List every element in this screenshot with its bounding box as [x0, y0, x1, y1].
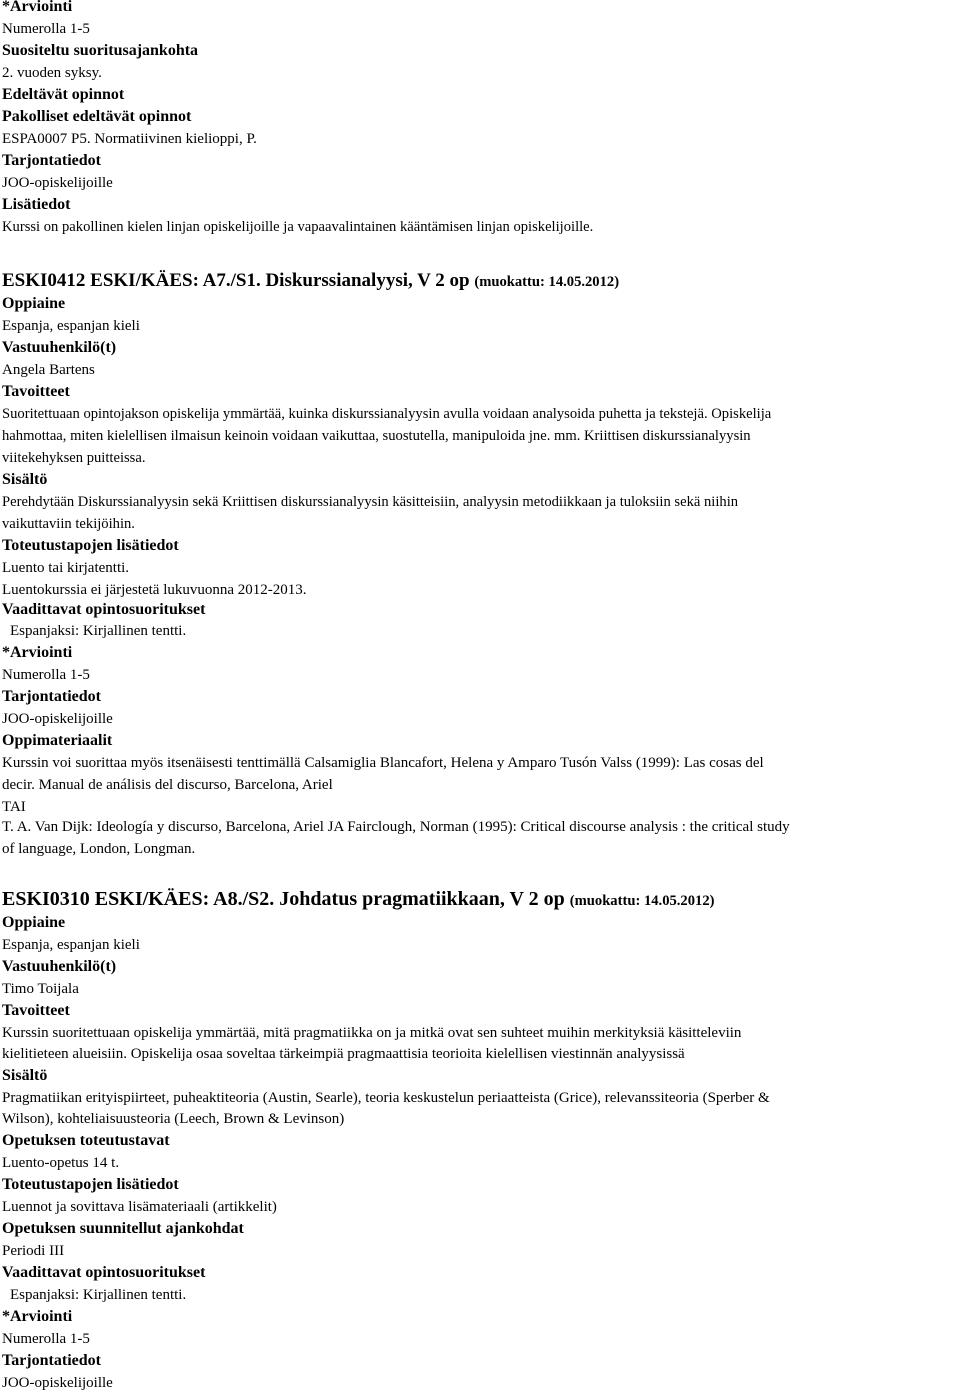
- text-line: JOO-opiskelijoille: [2, 1375, 113, 1391]
- text-line: ESPA0007 P5. Normatiivinen kielioppi, P.: [2, 131, 257, 147]
- text-line: decir. Manual de análisis del discurso, Barcelona, Ariel: [2, 777, 333, 793]
- section-heading: Tarjontatiedot: [2, 152, 101, 169]
- section-heading: Vaadittavat opintosuoritukset: [2, 1264, 206, 1281]
- section-heading: Vaadittavat opintosuoritukset: [2, 601, 206, 618]
- text-line: Numerolla 1-5: [2, 1331, 90, 1347]
- text-line: T. A. Van Dijk: Ideología y discurso, Barcelona, Ariel JA Fairclough, Norman (1995): Critical discourse analysis : the critical study: [2, 819, 790, 835]
- section-heading: Lisätiedot: [2, 196, 71, 213]
- course-title: [2, 886, 715, 914]
- section-heading: *Arviointi: [2, 644, 73, 661]
- section-heading: Pakolliset edeltävät opinnot: [2, 108, 192, 125]
- section-heading: Edeltävät opinnot: [2, 86, 125, 103]
- course-title-text: ESKI0412 ESKI/KÄES: A7./S1. Diskurssianalyysi, V 2 op: [2, 270, 470, 291]
- text-line: Perehdytään Diskurssianalyysin sekä Kriittisen diskurssianalyysin käsitteisiin, analyysin metodiikkaan ja tuloksiin sekä niihin: [2, 494, 739, 510]
- modified-date: (muokattu: 14.05.2012): [474, 274, 620, 290]
- text-line: hahmottaa, miten kielellisen ilmaisun keinoin voidaan vaikuttaa, suostutella, manipuloida jne. mm. Kriittisen diskurssianalyysin: [2, 428, 751, 444]
- text-line: Luennot ja sovittava lisämateriaali (artikkelit): [2, 1199, 277, 1215]
- text-line: Numerolla 1-5: [2, 667, 90, 683]
- text-line: Kurssin suoritettuaan opiskelija ymmärtää, mitä pragmatiikka on ja mitkä ovat sen suhteet muihin merkityksiä käsitteleviin: [2, 1025, 742, 1041]
- text-line: Espanja, espanjan kieli: [2, 937, 140, 953]
- text-line: JOO-opiskelijoille: [2, 175, 113, 191]
- text-line: TAI: [2, 799, 26, 815]
- section-heading: Oppiaine: [2, 295, 66, 312]
- section-heading: Vastuuhenkilö(t): [2, 339, 117, 356]
- section-heading: Oppiaine: [2, 914, 66, 931]
- section-heading: Tavoitteet: [2, 1002, 70, 1019]
- text-line: vaikuttaviin tekijöihin.: [2, 516, 135, 532]
- section-heading: Vastuuhenkilö(t): [2, 958, 117, 975]
- text-line: Kurssi on pakollinen kielen linjan opiskelijoille ja vapaavalintainen kääntämisen linjan opiskelijoille.: [2, 219, 594, 235]
- text-line: of language, London, Longman.: [2, 841, 196, 857]
- section-heading: Opetuksen suunnitellut ajankohdat: [2, 1220, 244, 1237]
- text-line: JOO-opiskelijoille: [2, 711, 113, 727]
- section-heading: *Arviointi: [2, 1308, 73, 1325]
- section-heading: Tarjontatiedot: [2, 688, 101, 705]
- text-line: Espanjaksi: Kirjallinen tentti.: [10, 1287, 187, 1303]
- section-heading: Tarjontatiedot: [2, 1352, 101, 1369]
- text-line: Espanja, espanjan kieli: [2, 318, 140, 334]
- text-line: Suoritettuaan opintojakson opiskelija ymmärtää, kuinka diskurssianalyysin avulla voidaan analysoida puhetta ja tekstejä. Opiskelija: [2, 406, 772, 422]
- text-line: Periodi III: [2, 1243, 65, 1259]
- text-line: Luentokurssia ei järjestetä lukuvuonna 2012-2013.: [2, 582, 307, 598]
- section-heading: Suositeltu suoritusajankohta: [2, 42, 199, 59]
- section-heading: Sisältö: [2, 471, 48, 488]
- text-line: Wilson), kohteliaisuusteoria (Leech, Brown & Levinson): [2, 1111, 345, 1127]
- course-title: [2, 268, 619, 295]
- section-heading: *Arviointi: [2, 0, 73, 15]
- text-line: Numerolla 1-5: [2, 21, 90, 37]
- section-heading: Sisältö: [2, 1067, 48, 1084]
- section-heading: Opetuksen toteutustavat: [2, 1132, 170, 1149]
- text-line: Luento-opetus 14 t.: [2, 1155, 120, 1171]
- text-line: viitekehyksen puitteissa.: [2, 450, 146, 466]
- modified-date: (muokattu: 14.05.2012): [569, 893, 715, 909]
- section-heading: Toteutustapojen lisätiedot: [2, 1176, 179, 1193]
- text-line: Espanjaksi: Kirjallinen tentti.: [10, 623, 187, 639]
- section-heading: Oppimateriaalit: [2, 732, 113, 749]
- text-line: Timo Toijala: [2, 981, 79, 997]
- section-heading: Tavoitteet: [2, 383, 70, 400]
- text-line: Angela Bartens: [2, 362, 95, 378]
- text-line: Kurssin voi suorittaa myös itsenäisesti tenttimällä Calsamiglia Blancafort, Helena y Amparo Tusón Valss (1999): Las cosas del: [2, 755, 764, 771]
- course-title-text: ESKI0310 ESKI/KÄES: A8./S2. Johdatus pragmatiikkaan, V 2 op: [2, 888, 565, 910]
- text-line: Pragmatiikan erityispiirteet, puheaktiteoria (Austin, Searle), teoria keskustelun periaatteista (Grice), relevanssiteoria (Sperber &: [2, 1090, 770, 1106]
- text-line: kielitieteen alueisiin. Opiskelija osaa soveltaa tärkeimpiä pragmaattisia teorioita kielellisen viestinnän analyysissä: [2, 1046, 685, 1062]
- text-line: Luento tai kirjatentti.: [2, 560, 130, 576]
- text-line: 2. vuoden syksy.: [2, 65, 102, 81]
- section-heading: Toteutustapojen lisätiedot: [2, 537, 179, 554]
